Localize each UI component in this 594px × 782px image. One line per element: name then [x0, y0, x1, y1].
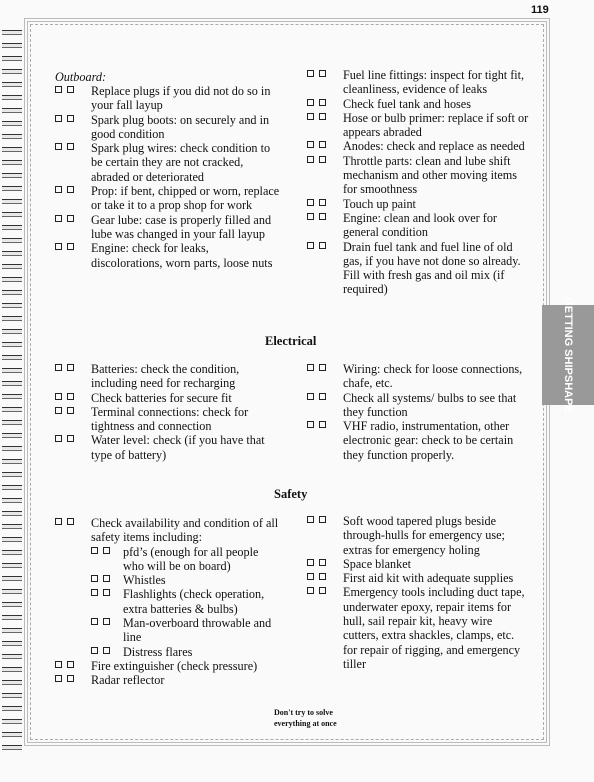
- checkbox-pair: [55, 518, 74, 525]
- checklist-item-text: Check batteries for secure fit: [91, 390, 232, 405]
- checkbox[interactable]: [307, 113, 314, 120]
- spiral-coil: [2, 316, 22, 321]
- spiral-coil: [2, 160, 22, 165]
- checkbox-pair: [307, 573, 326, 580]
- spiral-coil: [2, 485, 22, 490]
- checkbox-pair: [55, 186, 74, 193]
- checkbox[interactable]: [103, 618, 110, 625]
- checkbox-pair: [91, 647, 110, 654]
- spiral-coil: [2, 264, 22, 269]
- spiral-coil: [2, 56, 22, 61]
- checklist-item: [55, 673, 280, 687]
- spiral-coil: [2, 732, 22, 737]
- checkbox[interactable]: [319, 199, 326, 206]
- checklist-item-text: Throttle parts: clean and lube shift mechanism and other moving items for smoothness: [343, 153, 517, 197]
- checkbox-pair: [55, 115, 74, 122]
- spiral-coil: [2, 212, 22, 217]
- checkbox[interactable]: [103, 589, 110, 596]
- checkbox[interactable]: [67, 675, 74, 682]
- checklist-item: [307, 197, 529, 211]
- checklist-item-text: Water level: check (if you have that type of battery): [91, 433, 265, 462]
- checkbox[interactable]: [55, 186, 62, 193]
- checkbox[interactable]: [67, 143, 74, 150]
- spiral-coil: [2, 498, 22, 503]
- side-tab-label: GETTING SHIPSHAPE: [562, 297, 574, 413]
- checklist-item-text: Check all systems/ bulbs to see that they function: [343, 390, 517, 419]
- checkbox[interactable]: [67, 215, 74, 222]
- checkbox[interactable]: [67, 393, 74, 400]
- spiral-coil: [2, 186, 22, 191]
- checklist-item: [55, 241, 280, 270]
- spiral-coil: [2, 147, 22, 152]
- checklist-item: [55, 113, 280, 142]
- checkbox-pair: [307, 156, 326, 163]
- checkbox[interactable]: [319, 156, 326, 163]
- checkbox-pair: [307, 393, 326, 400]
- checkbox[interactable]: [91, 589, 98, 596]
- spiral-coil: [2, 654, 22, 659]
- spiral-coil: [2, 680, 22, 685]
- checkbox[interactable]: [55, 661, 62, 668]
- checklist-item: [307, 68, 529, 97]
- checkbox[interactable]: [319, 213, 326, 220]
- checkbox[interactable]: [67, 186, 74, 193]
- spiral-coil: [2, 277, 22, 282]
- safety-title: Safety: [274, 487, 308, 501]
- checkbox[interactable]: [307, 516, 314, 523]
- checklist-item-text: pfd’s (enough for all people who will be on board): [123, 544, 259, 573]
- checklist-item: [307, 419, 529, 462]
- checkbox[interactable]: [307, 156, 314, 163]
- checkbox[interactable]: [319, 70, 326, 77]
- checkbox[interactable]: [319, 99, 326, 106]
- checkbox-pair: [55, 435, 74, 442]
- checklist-item-text: Spark plug boots: on securely and in good condition: [91, 112, 270, 141]
- checkbox[interactable]: [103, 547, 110, 554]
- checklist-item-text: Distress flares: [123, 644, 193, 659]
- spiral-coil: [2, 550, 22, 555]
- spiral-coil: [2, 121, 22, 126]
- checklist-item: [307, 585, 529, 671]
- spiral-coil: [2, 290, 22, 295]
- checkbox-pair: [307, 516, 326, 523]
- checkbox-pair: [91, 547, 110, 554]
- checklist-item-text: Anodes: check and replace as needed: [343, 139, 525, 154]
- side-tab: [542, 297, 594, 413]
- checkbox[interactable]: [91, 547, 98, 554]
- checkbox[interactable]: [307, 587, 314, 594]
- spiral-coil: [2, 641, 22, 646]
- spiral-binding: [0, 30, 24, 750]
- checklist-item: [307, 240, 529, 297]
- spiral-coil: [2, 368, 22, 373]
- checkbox[interactable]: [67, 407, 74, 414]
- checkbox[interactable]: [319, 113, 326, 120]
- checklist-item: [307, 111, 529, 140]
- checkbox[interactable]: [67, 518, 74, 525]
- checklist-item: [307, 571, 529, 585]
- checklist-item-text: Whistles: [123, 573, 166, 588]
- checklist-item: [307, 362, 529, 391]
- checkbox[interactable]: [319, 516, 326, 523]
- electrical-right-column: [307, 362, 529, 462]
- checkbox[interactable]: [91, 647, 98, 654]
- checkbox-pair: [307, 113, 326, 120]
- electrical-title: Electrical: [265, 334, 317, 348]
- checklist-item-text: Check fuel tank and hoses: [343, 96, 471, 111]
- spiral-coil: [2, 420, 22, 425]
- checkbox-pair: [307, 141, 326, 148]
- checkbox-pair: [307, 559, 326, 566]
- spiral-coil: [2, 472, 22, 477]
- checklist-item: [55, 391, 280, 405]
- checklist-item-text: Engine: clean and look over for general condition: [343, 210, 497, 240]
- checkbox[interactable]: [67, 115, 74, 122]
- checklist-item-text: Engine: check for leaks, discolorations, worn parts, loose nuts: [91, 241, 273, 270]
- spiral-coil: [2, 537, 22, 542]
- checklist-item-text: Flashlights (check operation, extra batteries & bulbs): [123, 587, 265, 616]
- checklist-item: [307, 97, 529, 111]
- checklist-item: [55, 659, 280, 673]
- spiral-coil: [2, 95, 22, 100]
- checklist-item: [307, 154, 529, 197]
- checkbox[interactable]: [307, 213, 314, 220]
- spiral-coil: [2, 511, 22, 516]
- spiral-coil: [2, 589, 22, 594]
- spiral-coil: [2, 303, 22, 308]
- spiral-coil: [2, 238, 22, 243]
- checkbox-pair: [55, 393, 74, 400]
- checklist-item-text: Man-overboard throwable and line: [123, 616, 272, 645]
- spiral-coil: [2, 173, 22, 178]
- checklist-item-text: Fire extinguisher (check pressure): [91, 658, 258, 673]
- checkbox[interactable]: [55, 215, 62, 222]
- outboard-heading: Outboard:: [55, 70, 107, 84]
- spiral-coil: [2, 615, 22, 620]
- checkbox[interactable]: [319, 141, 326, 148]
- spiral-coil: [2, 108, 22, 113]
- spiral-coil: [2, 381, 22, 386]
- checkbox[interactable]: [91, 575, 98, 582]
- checklist-item: [55, 362, 280, 391]
- checkbox[interactable]: [307, 421, 314, 428]
- checklist-item: [55, 433, 280, 462]
- outboard-right-column: [307, 68, 529, 297]
- checklist-item-text: Batteries: check the condition, including need for recharging: [91, 362, 240, 391]
- spiral-coil: [2, 329, 22, 334]
- checklist-item-text: Gear lube: case is properly filled and lube was changed in your fall layup: [91, 212, 272, 241]
- checkbox-pair: [55, 143, 74, 150]
- checkbox[interactable]: [55, 518, 62, 525]
- spiral-coil: [2, 69, 22, 74]
- spiral-coil: [2, 628, 22, 633]
- checklist-item-text: Touch up paint: [343, 196, 416, 211]
- checkbox-pair: [55, 215, 74, 222]
- page-number: 119: [531, 4, 549, 16]
- spiral-coil: [2, 524, 22, 529]
- checkbox[interactable]: [319, 559, 326, 566]
- checkbox[interactable]: [307, 70, 314, 77]
- safety-left-column: [55, 516, 280, 688]
- checkbox[interactable]: [319, 421, 326, 428]
- spiral-coil: [2, 706, 22, 711]
- checklist-item: [55, 184, 280, 213]
- checklist-item: [55, 516, 280, 545]
- checkbox[interactable]: [55, 115, 62, 122]
- checkbox[interactable]: [307, 141, 314, 148]
- checklist-item: [55, 213, 280, 242]
- checkbox[interactable]: [319, 587, 326, 594]
- checkbox-pair: [91, 618, 110, 625]
- checkbox-pair: [55, 407, 74, 414]
- checkbox[interactable]: [55, 143, 62, 150]
- checkbox[interactable]: [307, 393, 314, 400]
- spiral-coil: [2, 355, 22, 360]
- spiral-coil: [2, 43, 22, 48]
- spiral-coil: [2, 693, 22, 698]
- checkbox-pair: [307, 199, 326, 206]
- checklist-item: [307, 514, 529, 557]
- checkbox[interactable]: [307, 242, 314, 249]
- checklist-item-text: Drain fuel tank and fuel line of old gas, if you have not done so already. Fill with fresh gas and oil mix (if required): [343, 239, 521, 297]
- checklist-item-text: Replace plugs if you did not do so in your fall layup: [91, 84, 271, 113]
- checklist-item-text: Radar reflector: [91, 673, 165, 688]
- checkbox[interactable]: [307, 199, 314, 206]
- checkbox[interactable]: [55, 407, 62, 414]
- checklist-item: [307, 557, 529, 571]
- spiral-coil: [2, 433, 22, 438]
- spiral-coil: [2, 407, 22, 412]
- checklist-item: [307, 211, 529, 240]
- checkbox[interactable]: [319, 364, 326, 371]
- checklist-item-text: Terminal connections: check for tightness and connection: [91, 404, 249, 434]
- checklist-subitem: [55, 545, 280, 574]
- electrical-left-column: [55, 362, 280, 462]
- checklist-item-text: Prop: if bent, chipped or worn, replace or take it to a prop shop for work: [91, 184, 280, 213]
- spiral-coil: [2, 745, 22, 750]
- checkbox[interactable]: [307, 99, 314, 106]
- checklist-subitem: [55, 587, 280, 616]
- spiral-coil: [2, 459, 22, 464]
- checkbox-pair: [55, 675, 74, 682]
- footer-note: Don't try to solve everything at once: [274, 708, 337, 728]
- checklist-item-text: Wiring: check for loose connections, chafe, etc.: [343, 362, 523, 391]
- checkbox[interactable]: [307, 364, 314, 371]
- checkbox[interactable]: [67, 435, 74, 442]
- checkbox[interactable]: [307, 573, 314, 580]
- checkbox-pair: [307, 70, 326, 77]
- checkbox-pair: [55, 86, 74, 93]
- checkbox[interactable]: [55, 243, 62, 250]
- spiral-coil: [2, 394, 22, 399]
- checklist-item-text: Soft wood tapered plugs beside through-hulls for emergency use; extras for emergency holing: [343, 514, 505, 557]
- checkbox-pair: [307, 587, 326, 594]
- checkbox-pair: [307, 99, 326, 106]
- checklist-item: [307, 139, 529, 153]
- checkbox-pair: [55, 364, 74, 371]
- checklist-item: [55, 84, 280, 113]
- spiral-coil: [2, 576, 22, 581]
- spiral-coil: [2, 342, 22, 347]
- checkbox[interactable]: [55, 86, 62, 93]
- checklist-item: [55, 141, 280, 184]
- spiral-coil: [2, 602, 22, 607]
- checkbox-pair: [55, 661, 74, 668]
- checkbox[interactable]: [55, 675, 62, 682]
- checkbox-pair: [91, 575, 110, 582]
- checkbox[interactable]: [55, 393, 62, 400]
- checklist-subitem: [55, 616, 280, 645]
- spiral-coil: [2, 199, 22, 204]
- checkbox[interactable]: [67, 86, 74, 93]
- checkbox[interactable]: [103, 647, 110, 654]
- checkbox[interactable]: [319, 242, 326, 249]
- spiral-coil: [2, 446, 22, 451]
- checklist-item-text: VHF radio, instrumentation, other electronic gear: check to be certain they function properly.: [343, 419, 514, 462]
- checklist-subitem: [55, 645, 280, 659]
- spiral-coil: [2, 719, 22, 724]
- checkbox-pair: [307, 421, 326, 428]
- checkbox-pair: [307, 242, 326, 249]
- checkbox[interactable]: [103, 575, 110, 582]
- checklist-item-text: Check availability and condition of all safety items including:: [91, 516, 279, 545]
- spiral-coil: [2, 30, 22, 35]
- checkbox-pair: [307, 364, 326, 371]
- checklist-item-text: First aid kit with adequate supplies: [343, 571, 514, 586]
- checklist-item: [55, 405, 280, 434]
- checklist-subitem: [55, 573, 280, 587]
- checklist-item-text: Fuel line fittings: inspect for tight fit, cleanliness, evidence of leaks: [343, 68, 525, 97]
- checklist-item-text: Emergency tools including duct tape, underwater epoxy, repair items for hull, sail repair kit, heavy wire cutters, extra shackles, clamps, etc. for repair of rigging, and emergency tiller: [343, 585, 525, 671]
- outboard-left-column: [55, 70, 280, 270]
- checkbox-pair: [307, 213, 326, 220]
- checkbox-pair: [55, 243, 74, 250]
- checkbox[interactable]: [55, 435, 62, 442]
- checkbox[interactable]: [67, 364, 74, 371]
- checkbox[interactable]: [67, 661, 74, 668]
- spiral-coil: [2, 82, 22, 87]
- checkbox[interactable]: [55, 364, 62, 371]
- checklist-item: [307, 391, 529, 420]
- spiral-coil: [2, 563, 22, 568]
- spiral-coil: [2, 251, 22, 256]
- checkbox[interactable]: [319, 573, 326, 580]
- checkbox[interactable]: [67, 243, 74, 250]
- checklist-item-text: Space blanket: [343, 556, 412, 571]
- checkbox[interactable]: [307, 559, 314, 566]
- safety-right-column: [307, 514, 529, 671]
- spiral-coil: [2, 667, 22, 672]
- checkbox[interactable]: [91, 618, 98, 625]
- checkbox-pair: [91, 589, 110, 596]
- spiral-coil: [2, 225, 22, 230]
- spiral-coil: [2, 134, 22, 139]
- checklist-item-text: Hose or bulb primer: replace if soft or appears abraded: [343, 110, 529, 140]
- checklist-item-text: Spark plug wires: check condition to be certain they are not cracked, abraded or deteriorated: [91, 141, 271, 184]
- checkbox[interactable]: [319, 393, 326, 400]
